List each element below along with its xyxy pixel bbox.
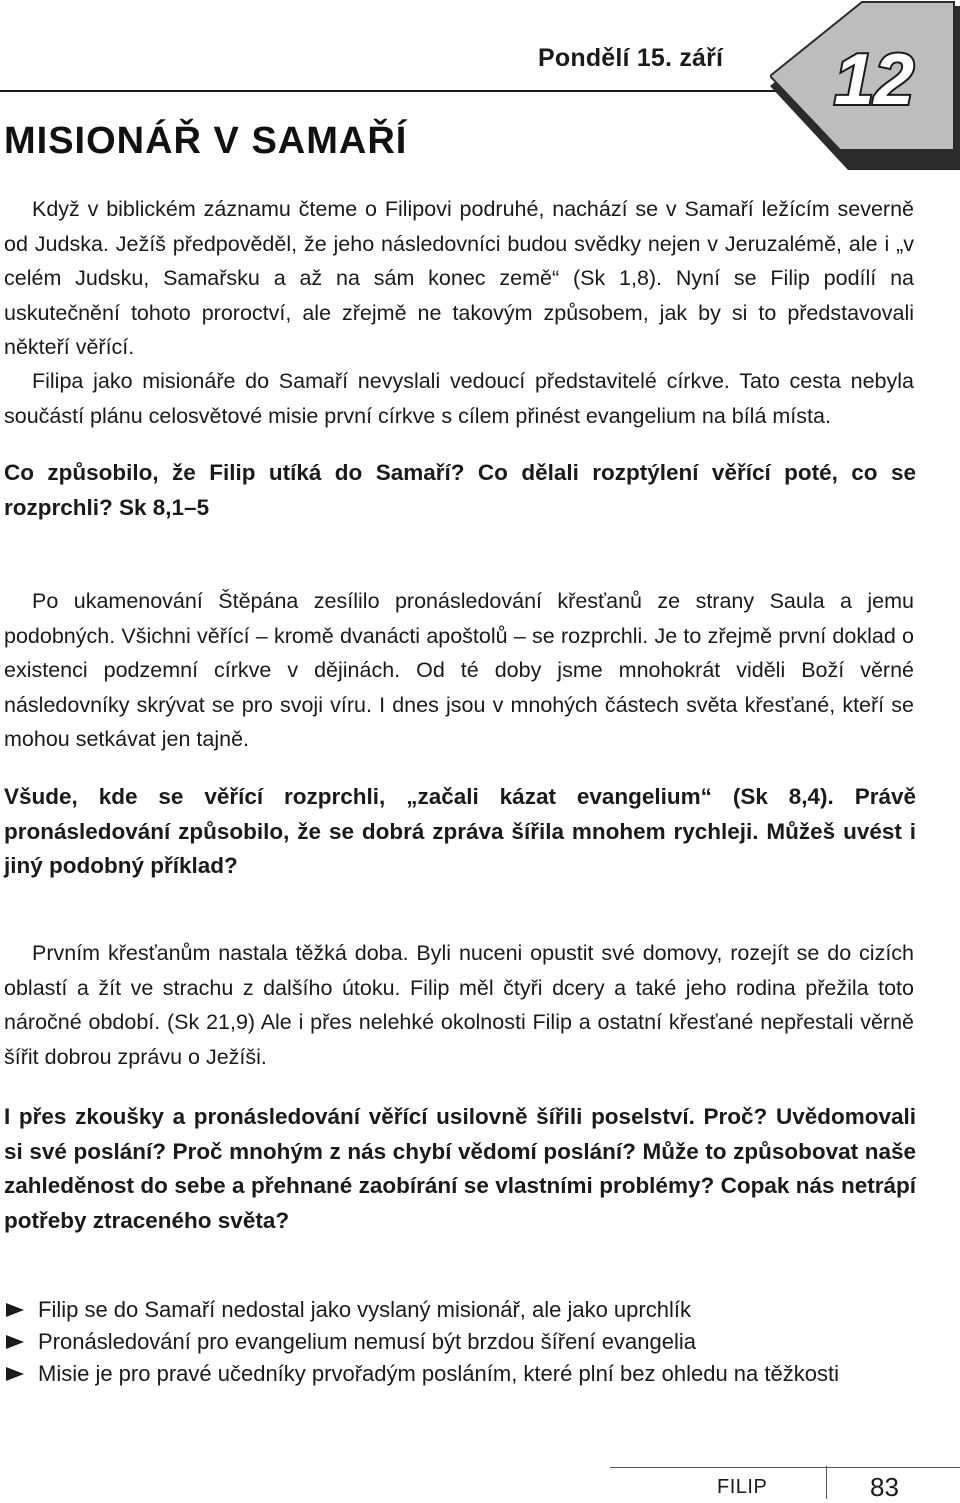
summary-list (4, 1294, 839, 1390)
lesson-number: 12 (833, 40, 915, 120)
page-title: MISIONÁŘ V SAMAŘÍ (4, 120, 408, 162)
arrow-right-icon (6, 1303, 24, 1317)
paragraph-persecution: Po ukamenování Štěpána zesílilo pronásledování křesťanů ze strany Saula a jemu podobných. Všichni věřící – kromě dvanácti apoštolů – se rozprchli. Je to zřejmě první doklad o existenci podzemní církve v dějinách. Od té doby jsme mnohokrát viděli Boží věrné následovníky skrývat se pro svoji víru. I dnes jsou v mnohých částech světa křesťané, kteří se mohou setkávat jen tajně. (4, 589, 914, 751)
summary-item: Misie je pro pravé učedníky prvořadým posláním, které plní bez ohledu na těžkosti (4, 1358, 839, 1390)
summary-item: Pronásledování pro evangelium nemusí být brzdou šíření evangelia (4, 1326, 839, 1358)
arrow-right-icon (6, 1367, 24, 1381)
question-3: I přes zkoušky a pronásledování věřící usilovně šířili poselství. Proč? Uvědomovali si své poslání? Proč mnohým z nás chybí vědomí poslání? Může to způsobovat naše zahleděnost do sebe a přehnané zaobírání se vlastními problémy? Copak nás netrápí potřeby ztraceného světa? (4, 1104, 916, 1233)
summary-item: Filip se do Samaří nedostal jako vyslaný misionář, ale jako uprchlík (4, 1294, 839, 1326)
paragraph-intro: Když v biblickém záznamu čteme o Filipovi podruhé, nachází se v Samaří ležícím severně od Judska. Ježíš předpověděl, že jeho následovníci budou svědky nejen v Jeruzalémě, ale i „v celém Judsku, Samařsku a až na sám konec země“ (Sk 1,8). Nyní se Filip podílí na uskutečnění tohoto proroctví, ale zřejmě ne takovým způsobem, jak by si to představovali někteří věřící. (4, 197, 914, 359)
footer-book-title: FILIP (717, 1476, 768, 1498)
paragraph-mission: Filipa jako misionáře do Samaří nevyslali vedoucí představitelé církve. Tato cesta nebyla součástí plánu celosvětové misie první církve s cílem přinést evangelium na bílá místa. (4, 369, 914, 428)
question-2: Všude, kde se věřící rozprchli, „začali kázat evangelium“ (Sk 8,4). Právě pronásledování způsobilo, že se dobrá zpráva šířila mnohem rychleji. Můžeš uvést i jiný podobný příklad? (4, 784, 916, 878)
page-number: 83 (870, 1472, 899, 1502)
lesson-number-badge (770, 0, 960, 170)
header-rule (0, 90, 790, 92)
paragraph-hard-times: Prvním křesťanům nastala těžká doba. Byli nuceni opustit své domovy, rozejít se do cizích oblastí a žít ve strachu z dalšího útoku. Filip měl čtyři dcery a také jeho rodina přežila toto náročné období. (Sk 21,9) Ale i přes nelehké okolnosti Filip a ostatní křesťané nepřestali věrně šířit dobrou zprávu o Ježíši. (4, 941, 914, 1069)
lesson-date: Pondělí 15. září (538, 44, 724, 72)
arrow-right-icon (6, 1335, 24, 1349)
footer-divider (826, 1466, 827, 1499)
question-1: Co způsobilo, že Filip utíká do Samaří? Co dělali rozptýlení věřící poté, co se rozprchli? Sk 8,1–5 (4, 460, 916, 520)
footer-rule (610, 1467, 960, 1468)
